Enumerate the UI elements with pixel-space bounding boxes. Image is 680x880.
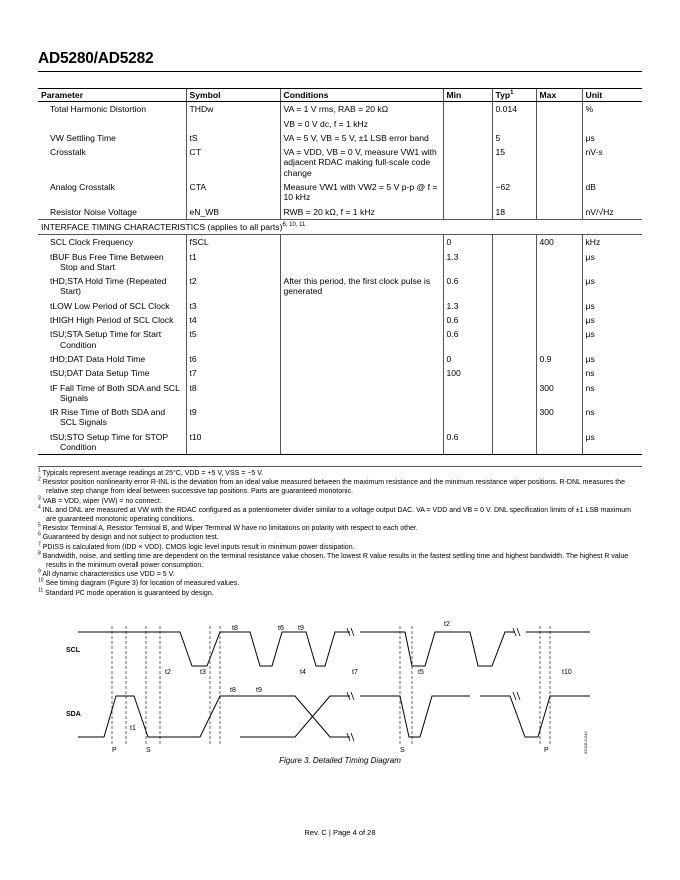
col-header-symbol: Symbol — [186, 89, 280, 102]
cell-typ: 0.014 — [492, 102, 536, 117]
cell-max: 0.9 — [536, 352, 582, 366]
cell-symbol: t2 — [186, 274, 280, 299]
table-row — [38, 381, 642, 406]
cell-cond — [280, 250, 443, 275]
s-label-b: S — [400, 747, 405, 754]
cell-cond: VB = 0 V dc, f = 1 kHz — [280, 117, 443, 131]
t5-label: t5 — [418, 669, 424, 676]
cell-symbol: t4 — [186, 313, 280, 327]
cell-typ — [492, 430, 536, 455]
cell-unit: nV/√Hz — [582, 205, 642, 220]
cell-typ — [492, 299, 536, 313]
cell-unit — [582, 117, 642, 131]
table-row — [38, 352, 642, 366]
cell-param — [38, 117, 186, 131]
cell-cond — [280, 313, 443, 327]
cell-min — [443, 180, 492, 205]
cell-max — [536, 131, 582, 145]
t10-label: t10 — [562, 669, 572, 676]
table-row — [38, 102, 642, 117]
cell-param: Total Harmonic Distortion — [50, 104, 146, 115]
scl-waveform — [78, 632, 590, 666]
cell-unit: μs — [582, 299, 642, 313]
cell-typ — [492, 250, 536, 275]
cell-param: tLOW Low Period of SCL Clock — [50, 300, 170, 311]
cell-max — [536, 299, 582, 313]
title-rule — [38, 71, 642, 72]
footnotes — [38, 466, 642, 598]
table-row — [38, 327, 642, 352]
cell-unit: kHz — [582, 235, 642, 250]
cell-typ: 5 — [492, 131, 536, 145]
cell-min: 0.6 — [443, 274, 492, 299]
cell-max: 400 — [536, 235, 582, 250]
cell-min: 1.3 — [443, 299, 492, 313]
cell-param: SCL Clock Frequency — [50, 237, 134, 248]
cell-cond: RWB = 20 kΩ, f = 1 kHz — [280, 205, 443, 220]
cell-cond: VA = 5 V, VB = 5 V, ±1 LSB error band — [280, 131, 443, 145]
cell-cond: VA = VDD, VB = 0 V, measure VW1 with adjacent RDAC making full-scale code change — [280, 145, 443, 180]
footnote: $^3$ VAB = VDD, wiper (VW) = no connect. — [38, 495, 162, 505]
footnote: $^6$ Guaranteed by design and not subject to production test. — [38, 532, 219, 542]
diagram-code: 02028-0-042 — [583, 731, 588, 754]
cell-symbol: fSCL — [186, 235, 280, 250]
cell-symbol: CT — [186, 145, 280, 180]
cell-min — [443, 117, 492, 131]
cell-unit: μs — [582, 430, 642, 455]
cell-param: tHD;DAT Data Hold Time — [50, 353, 146, 364]
col-header-conditions: Conditions — [280, 89, 443, 102]
cell-symbol: CTA — [186, 180, 280, 205]
cell-param: tHD;STA Hold Time (Repeated Start) — [50, 276, 167, 297]
breaks — [347, 628, 520, 741]
cell-typ — [492, 352, 536, 366]
cell-unit: dB — [582, 180, 642, 205]
sda-label: SDA — [66, 711, 81, 718]
cell-symbol: t9 — [186, 405, 280, 430]
cell-unit: μs — [582, 352, 642, 366]
cell-min: 100 — [443, 366, 492, 380]
cell-symbol: t1 — [186, 250, 280, 275]
section-row — [38, 219, 642, 234]
t2-label: t2 — [165, 669, 171, 676]
page-footer: Rev. C | Page 4 of 28 — [304, 828, 376, 837]
cell-max — [536, 102, 582, 117]
cell-min: 0 — [443, 235, 492, 250]
col-header-max: Max — [536, 89, 582, 102]
cell-min — [443, 102, 492, 117]
cell-unit: ns — [582, 405, 642, 430]
t3-label: t3 — [200, 669, 206, 676]
cell-unit: % — [582, 102, 642, 117]
cell-unit: nV-s — [582, 145, 642, 180]
table-row — [38, 405, 642, 430]
cell-unit: μs — [582, 327, 642, 352]
cell-param: Resistor Noise Voltage — [50, 206, 137, 217]
table-row — [38, 430, 642, 455]
cell-unit: ns — [582, 366, 642, 380]
cell-param: Crosstalk — [50, 147, 86, 158]
cell-max — [536, 430, 582, 455]
cell-param: tHIGH High Period of SCL Clock — [50, 315, 174, 326]
cell-typ — [492, 327, 536, 352]
footnote: $^7$ PDISS is calculated from (IDD × VDD). CMOS logic level inputs result in minimum power dissipation. — [38, 541, 355, 551]
cell-typ: 15 — [492, 145, 536, 180]
cell-typ — [492, 405, 536, 430]
cell-symbol: t6 — [186, 352, 280, 366]
cell-cond — [280, 352, 443, 366]
cell-typ — [492, 381, 536, 406]
cell-max — [536, 205, 582, 220]
cell-param: tSU;STA Setup Time for Start Condition — [50, 329, 162, 350]
t4-label: t4 — [300, 669, 306, 676]
cell-max — [536, 180, 582, 205]
table-row — [38, 299, 642, 313]
cell-unit: ns — [582, 381, 642, 406]
col-header-unit: Unit — [582, 89, 642, 102]
cell-cond — [280, 430, 443, 455]
t2-label-b: t2 — [444, 621, 450, 628]
t6-label: t6 — [278, 625, 284, 632]
footnote: $^1$ Typicals represent average readings at 25°C, VDD = +5 V, VSS = −5 V. — [38, 467, 264, 477]
document-title: AD5280/AD5282 — [38, 50, 154, 67]
cell-unit: μs — [582, 274, 642, 299]
cell-typ — [492, 274, 536, 299]
cell-cond — [280, 381, 443, 406]
sda-waveform — [78, 696, 590, 737]
cell-max — [536, 313, 582, 327]
cell-typ — [492, 235, 536, 250]
cell-cond — [280, 366, 443, 380]
table-row — [38, 235, 642, 250]
cell-cond — [280, 299, 443, 313]
cell-symbol: t3 — [186, 299, 280, 313]
cell-symbol: tS — [186, 131, 280, 145]
cell-typ — [492, 366, 536, 380]
table-row — [38, 366, 642, 380]
cell-param: tBUF Bus Free Time Between Stop and Start — [50, 251, 164, 272]
col-header-typ: Typ$^1$ — [492, 89, 536, 102]
timing-guides — [112, 626, 550, 744]
cell-cond: Measure VW1 with VW2 = 5 V p-p @ f = 10 kHz — [280, 180, 443, 205]
cell-min: 0.6 — [443, 327, 492, 352]
table-row — [38, 205, 642, 220]
cell-unit: μs — [582, 313, 642, 327]
cell-min: 0.6 — [443, 313, 492, 327]
section-title: INTERFACE TIMING CHARACTERISTICS (applies to all parts)$^{6, 10, 11}$ — [38, 219, 642, 234]
cell-max: 300 — [536, 381, 582, 406]
figure-caption: Figure 3. Detailed Timing Diagram — [279, 756, 401, 765]
cell-min — [443, 405, 492, 430]
footnote: $^2$ Resistor position nonlinearity error R-INL is the deviation from an ideal value measured between the maximum resistance and the minimum resistance wiper positions. R-DNL measures the relative step change from ideal between successive tap positions. Parts are guaranteed monotonic. — [38, 476, 626, 496]
cell-min: 0 — [443, 352, 492, 366]
cell-symbol: t8 — [186, 381, 280, 406]
cell-cond — [280, 405, 443, 430]
cell-symbol: t5 — [186, 327, 280, 352]
col-header-parameter: Parameter — [38, 89, 186, 102]
footnote: $^9$ All dynamic characteristics use VDD = 5 V. — [38, 568, 175, 579]
cell-typ: 18 — [492, 205, 536, 220]
table-row — [38, 117, 642, 131]
cell-min — [443, 145, 492, 180]
table-row — [38, 131, 642, 145]
table-row — [38, 180, 642, 205]
cell-cond — [280, 235, 443, 250]
p-label-b: P — [544, 747, 549, 754]
cell-min: 1.3 — [443, 250, 492, 275]
scl-label: SCL — [66, 647, 80, 654]
t1-label: t1 — [130, 725, 136, 732]
cell-symbol: t7 — [186, 366, 280, 380]
cell-max — [536, 117, 582, 131]
cell-symbol: THDw — [186, 102, 280, 117]
p-label: P — [112, 747, 117, 754]
s-label: S — [146, 747, 151, 754]
t9-label-b: t9 — [256, 687, 262, 694]
table-row — [38, 313, 642, 327]
cell-min — [443, 131, 492, 145]
cell-cond — [280, 327, 443, 352]
footnote: $^8$ Bandwidth, noise, and settling time are dependent on the terminal resistance value chosen. The lowest R value results in the fastest settling time and highest bandwidth. The highest R value results in the minimum overall power consumption. — [38, 550, 629, 570]
table-row — [38, 274, 642, 299]
cell-typ — [492, 117, 536, 131]
cell-min — [443, 381, 492, 406]
cell-symbol: t10 — [186, 430, 280, 455]
cell-cond: VA = 1 V rms, RAB = 20 kΩ — [280, 102, 443, 117]
t8-label: t8 — [232, 625, 238, 632]
cell-max — [536, 250, 582, 275]
table-row — [38, 250, 642, 275]
cell-max: 300 — [536, 405, 582, 430]
cell-cond: After this period, the first clock pulse is generated — [280, 274, 443, 299]
table-row — [38, 145, 642, 180]
footnote: $^4$ INL and DNL are measured at VW with the RDAC configured as a potentiometer divider similar to a voltage output DAC. VA = VDD and VB = 0 V. DNL specification limits of ±1 LSB maximum are guaranteed monotonic operating conditions. — [38, 504, 631, 524]
cell-max — [536, 366, 582, 380]
timing-diagram — [60, 612, 620, 754]
col-header-min: Min — [443, 89, 492, 102]
cell-param: tSU;DAT Data Setup Time — [50, 368, 150, 379]
cell-min: 0.6 — [443, 430, 492, 455]
table-header-row — [38, 89, 642, 102]
cell-symbol — [186, 117, 280, 131]
cell-max — [536, 145, 582, 180]
t8-label-b: t8 — [230, 687, 236, 694]
t7-label: t7 — [352, 669, 358, 676]
cell-symbol: eN_WB — [186, 205, 280, 220]
spec-table — [38, 88, 642, 455]
footnote: $^{10}$ See timing diagram (Figure 3) for location of measured values. — [38, 578, 240, 588]
footnote: $^5$ Resistor Terminal A, Resistor Terminal B, and Wiper Terminal W have no limitations on polarity with respect to each other. — [38, 522, 418, 533]
cell-max — [536, 274, 582, 299]
cell-unit: μs — [582, 250, 642, 275]
cell-min — [443, 205, 492, 220]
cell-param: Analog Crosstalk — [50, 182, 115, 193]
cell-typ — [492, 313, 536, 327]
cell-param: VW Settling Time — [50, 132, 116, 143]
cell-unit: μs — [582, 131, 642, 145]
cell-max — [536, 327, 582, 352]
cell-param: tF Fall Time of Both SDA and SCL Signals — [50, 382, 180, 403]
cell-typ: −62 — [492, 180, 536, 205]
cell-param: tR Rise Time of Both SDA and SCL Signals — [50, 407, 166, 428]
footnote: $^{11}$ Standard I²C mode operation is guaranteed by design. — [38, 587, 214, 597]
cell-param: tSU;STO Setup Time for STOP Condition — [38, 430, 186, 455]
t9-label: t9 — [298, 625, 304, 632]
